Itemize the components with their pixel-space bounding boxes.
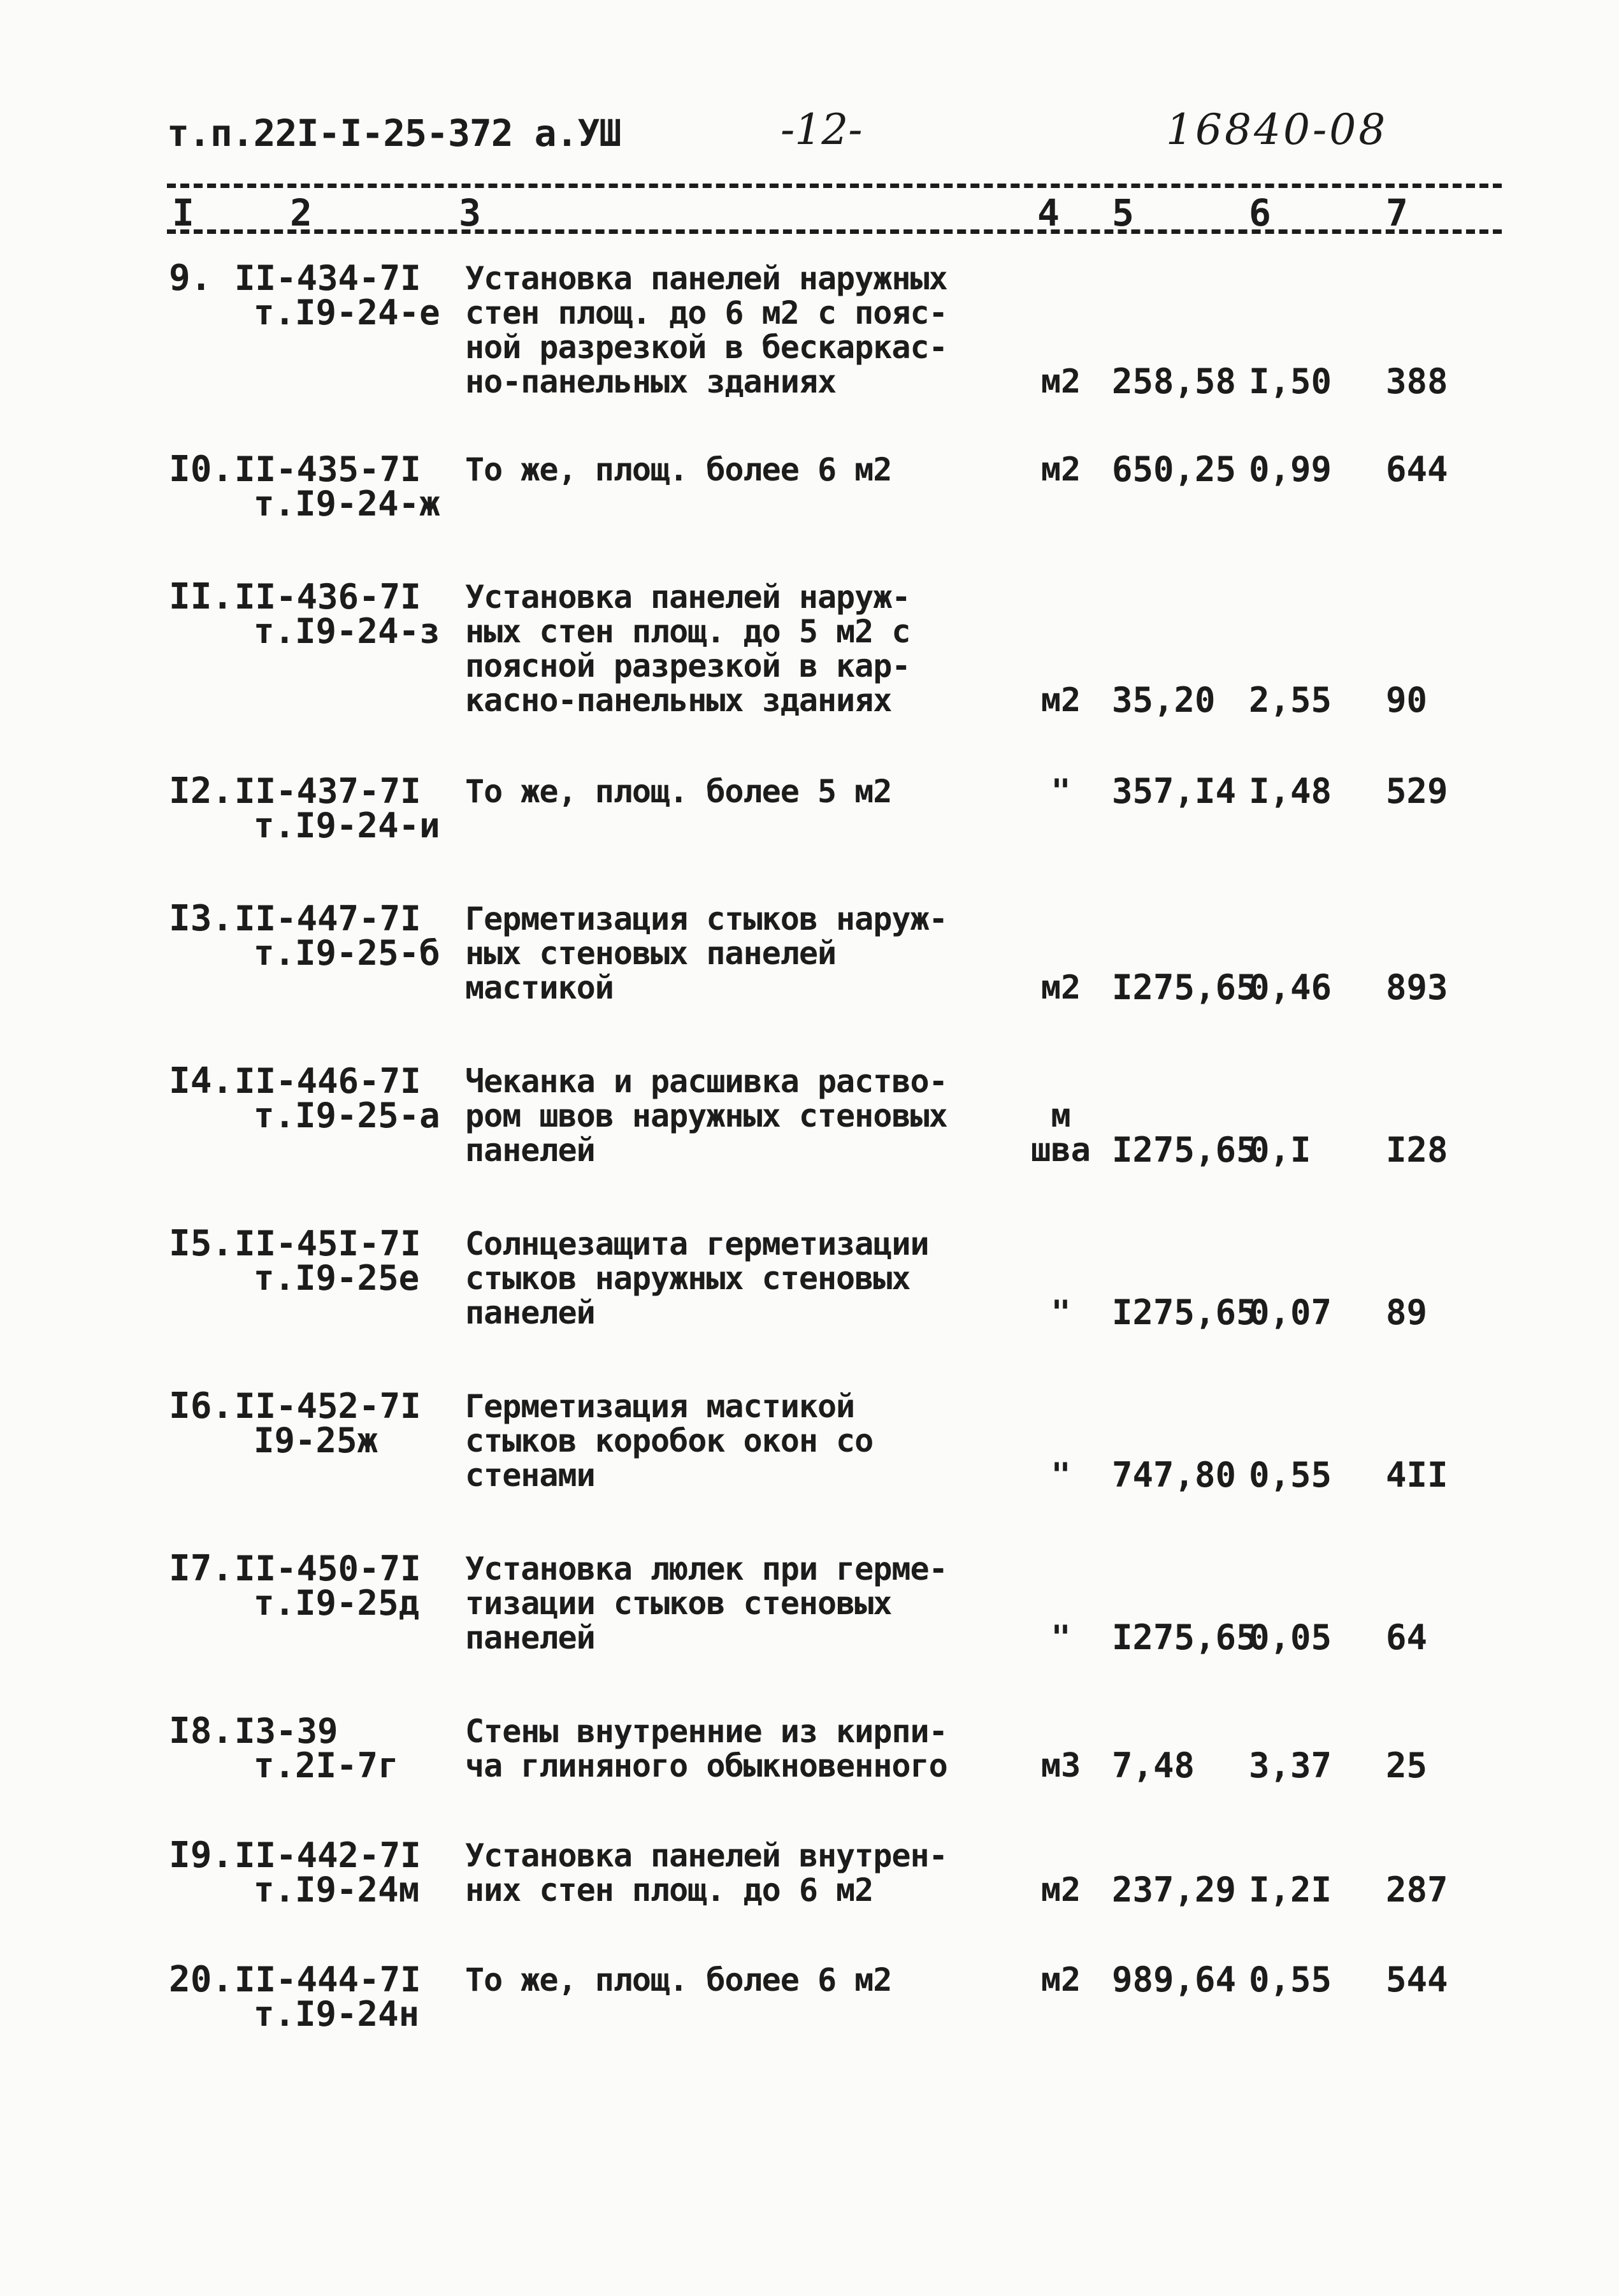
norm-code-line-1: II-446-7I bbox=[234, 1061, 421, 1101]
archive-number: 16840-08 bbox=[1166, 105, 1388, 154]
norm-code bbox=[234, 1061, 440, 1136]
norm-code-line-2: т.I9-24м bbox=[254, 1870, 420, 1910]
norm-code-line-1: II-452-7I bbox=[234, 1386, 421, 1426]
document-code: т.п.22I-I-25-372 а.УШ bbox=[167, 112, 621, 155]
description-line: панелей bbox=[465, 1294, 595, 1331]
description-line: Установка панелей наружных bbox=[465, 260, 947, 297]
quantity-value: 258,58 bbox=[1112, 361, 1237, 401]
work-description bbox=[465, 902, 1026, 1005]
quantity-value: 237,29 bbox=[1112, 1870, 1237, 1910]
unit-line: " bbox=[1051, 1294, 1071, 1332]
description-line: тизации стыков стеновых bbox=[465, 1585, 892, 1622]
norm-code bbox=[234, 258, 440, 333]
description-line: панелей bbox=[465, 1619, 595, 1656]
unit-of-measure bbox=[1026, 365, 1096, 399]
work-description bbox=[465, 1064, 1026, 1167]
description-line: стен площ. до 6 м2 с пояс- bbox=[465, 294, 947, 331]
row-number: 9. bbox=[169, 257, 212, 299]
row-number: I0. bbox=[169, 449, 234, 490]
rate-value: 0,07 bbox=[1249, 1292, 1332, 1332]
header-rule-top bbox=[167, 184, 1502, 188]
norm-code-line-2: т.I9-25е bbox=[254, 1258, 420, 1298]
description-line: Герметизация стыков наруж- bbox=[465, 900, 947, 937]
description-line: стыков коробок окон со bbox=[465, 1422, 874, 1459]
quantity-value: 357,I4 bbox=[1112, 771, 1237, 811]
description-line: Установка панелей наруж- bbox=[465, 579, 910, 616]
total-value: 64 bbox=[1386, 1617, 1428, 1657]
row-number: I6. bbox=[169, 1385, 234, 1427]
norm-code-line-2: т.I9-25д bbox=[254, 1583, 420, 1623]
unit-of-measure bbox=[1026, 683, 1096, 718]
norm-code bbox=[234, 899, 440, 973]
unit-line: м3 bbox=[1040, 1747, 1081, 1785]
norm-code bbox=[234, 577, 440, 651]
work-description bbox=[465, 774, 1026, 809]
quantity-value: 35,20 bbox=[1112, 680, 1216, 720]
column-header-4: 4 bbox=[1037, 191, 1060, 235]
quantity-value: I275,65 bbox=[1112, 1292, 1257, 1332]
description-line: Установка панелей внутрен- bbox=[465, 1837, 947, 1874]
description-line: поясной разрезкой в кар- bbox=[465, 647, 910, 684]
rate-value: I,48 bbox=[1249, 771, 1332, 811]
description-line: ча глиняного обыкновенного bbox=[465, 1747, 947, 1784]
description-line: стыков наружных стеновых bbox=[465, 1260, 910, 1297]
description-line: То же, площ. более 5 м2 bbox=[465, 773, 892, 810]
unit-of-measure bbox=[1026, 1749, 1096, 1783]
work-description bbox=[465, 1389, 1026, 1492]
norm-code-line-2: т.2I-7г bbox=[254, 1745, 399, 1786]
norm-code-line-2: т.I9-24-з bbox=[254, 611, 440, 651]
work-description bbox=[465, 452, 1026, 487]
row-number: I2. bbox=[169, 770, 234, 812]
total-value: 893 bbox=[1386, 967, 1448, 1007]
norm-code-line-2: т.I9-25-а bbox=[254, 1095, 440, 1136]
total-value: 644 bbox=[1386, 449, 1448, 489]
row-number: I4. bbox=[169, 1060, 234, 1102]
norm-code-line-2: т.I9-25-б bbox=[254, 933, 440, 973]
norm-code-line-1: II-437-7I bbox=[234, 771, 421, 811]
total-value: 287 bbox=[1386, 1870, 1448, 1910]
unit-line: м bbox=[1051, 1097, 1071, 1135]
description-line: Солнцезащита герметизации bbox=[465, 1225, 929, 1262]
rate-value: I,2I bbox=[1249, 1870, 1332, 1910]
total-value: 529 bbox=[1386, 771, 1448, 811]
work-description bbox=[465, 580, 1026, 718]
quantity-value: 989,64 bbox=[1112, 1960, 1237, 2000]
norm-code-line-1: II-436-7I bbox=[234, 577, 421, 617]
unit-line: " bbox=[1051, 1456, 1071, 1494]
row-number: 20. bbox=[169, 1959, 234, 2000]
quantity-value: I275,65 bbox=[1112, 1617, 1257, 1657]
column-header-1: I bbox=[172, 191, 194, 235]
norm-code-line-1: II-442-7I bbox=[234, 1835, 421, 1875]
rate-value: 0,55 bbox=[1249, 1960, 1332, 2000]
description-line: Чеканка и расшивка раство- bbox=[465, 1063, 947, 1100]
quantity-value: 650,25 bbox=[1112, 449, 1237, 489]
description-line: ных стен площ. до 5 м2 с bbox=[465, 613, 910, 650]
description-line: касно-панельных зданиях bbox=[465, 682, 892, 719]
norm-code bbox=[234, 771, 440, 846]
norm-code-line-1: II-45I-7I bbox=[234, 1224, 421, 1264]
unit-of-measure bbox=[1026, 1963, 1096, 1997]
norm-code-line-1: II-444-7I bbox=[234, 1960, 421, 2000]
total-value: 90 bbox=[1386, 680, 1428, 720]
norm-code bbox=[234, 1711, 399, 1786]
unit-line: шва bbox=[1031, 1131, 1091, 1169]
unit-of-measure bbox=[1026, 1458, 1096, 1492]
total-value: 25 bbox=[1386, 1745, 1428, 1786]
work-description bbox=[465, 1227, 1026, 1330]
total-value: 544 bbox=[1386, 1960, 1448, 2000]
description-line: Стены внутренние из кирпи- bbox=[465, 1713, 947, 1750]
norm-code-line-1: II-450-7I bbox=[234, 1549, 421, 1589]
norm-code-line-2: I9-25ж bbox=[254, 1420, 378, 1461]
norm-code-line-1: II-435-7I bbox=[234, 449, 421, 489]
description-line: стенами bbox=[465, 1457, 595, 1494]
work-description bbox=[465, 1714, 1026, 1783]
unit-of-measure bbox=[1026, 1873, 1096, 1907]
unit-of-measure bbox=[1026, 971, 1096, 1005]
rate-value: 3,37 bbox=[1249, 1745, 1332, 1786]
page-number: -12- bbox=[781, 105, 863, 154]
norm-code bbox=[234, 1835, 421, 1910]
norm-code-line-2: т.I9-24-и bbox=[254, 805, 440, 846]
work-description bbox=[465, 1552, 1026, 1655]
description-line: ром швов наружных стеновых bbox=[465, 1097, 947, 1134]
work-description bbox=[465, 1963, 1026, 1997]
norm-code bbox=[234, 1549, 421, 1623]
row-number: I9. bbox=[169, 1835, 234, 1876]
rate-value: 0,99 bbox=[1249, 449, 1332, 489]
column-header-6: 6 bbox=[1249, 191, 1271, 235]
column-header-2: 2 bbox=[290, 191, 312, 235]
description-line: мастикой bbox=[465, 969, 614, 1006]
unit-of-measure bbox=[1026, 452, 1096, 487]
column-header-7: 7 bbox=[1386, 191, 1408, 235]
norm-code-line-1: I3-39 bbox=[234, 1711, 338, 1751]
rate-value: 0,I bbox=[1249, 1130, 1311, 1170]
total-value: I28 bbox=[1386, 1130, 1448, 1170]
rate-value: 0,55 bbox=[1249, 1455, 1332, 1495]
description-line: То же, площ. более 6 м2 bbox=[465, 451, 892, 488]
unit-line: " bbox=[1051, 1619, 1071, 1657]
column-header-3: 3 bbox=[459, 191, 481, 235]
work-description bbox=[465, 261, 1026, 399]
row-number: I8. bbox=[169, 1710, 234, 1752]
row-number: I7. bbox=[169, 1548, 234, 1589]
unit-of-measure bbox=[1026, 1296, 1096, 1330]
description-line: Установка люлек при герме- bbox=[465, 1550, 947, 1587]
quantity-value: I275,65 bbox=[1112, 1130, 1257, 1170]
description-line: ных стеновых панелей bbox=[465, 935, 837, 972]
norm-code-line-1: II-434-7I bbox=[234, 258, 421, 298]
unit-line: м2 bbox=[1040, 363, 1081, 401]
rate-value: 2,55 bbox=[1249, 680, 1332, 720]
rate-value: 0,05 bbox=[1249, 1617, 1332, 1657]
total-value: 4II bbox=[1386, 1455, 1448, 1495]
unit-of-measure bbox=[1026, 1621, 1096, 1655]
description-line: них стен площ. до 6 м2 bbox=[465, 1872, 874, 1909]
description-line: панелей bbox=[465, 1132, 595, 1169]
unit-line: м2 bbox=[1040, 451, 1081, 489]
norm-code bbox=[234, 1960, 421, 2034]
description-line: но-панельных зданиях bbox=[465, 363, 837, 400]
norm-code bbox=[234, 1224, 421, 1298]
row-number: I5. bbox=[169, 1223, 234, 1264]
rate-value: 0,46 bbox=[1249, 967, 1332, 1007]
norm-code bbox=[234, 1386, 421, 1461]
quantity-value: I275,65 bbox=[1112, 967, 1257, 1007]
norm-code-line-2: т.I9-24н bbox=[254, 1994, 420, 2034]
quantity-value: 7,48 bbox=[1112, 1745, 1195, 1786]
column-header-5: 5 bbox=[1112, 191, 1134, 235]
rate-value: I,50 bbox=[1249, 361, 1332, 401]
description-line: ной разрезкой в бескаркас- bbox=[465, 329, 947, 366]
unit-of-measure bbox=[1026, 1099, 1096, 1167]
unit-line: м2 bbox=[1040, 1871, 1081, 1909]
description-line: То же, площ. более 6 м2 bbox=[465, 1961, 892, 1998]
norm-code-line-1: II-447-7I bbox=[234, 899, 421, 939]
norm-code bbox=[234, 449, 440, 524]
unit-line: " bbox=[1051, 772, 1071, 811]
norm-code-line-2: т.I9-24-е bbox=[254, 292, 440, 333]
unit-line: м2 bbox=[1040, 969, 1081, 1007]
norm-code-line-2: т.I9-24-ж bbox=[254, 484, 440, 524]
unit-line: м2 bbox=[1040, 681, 1081, 719]
header-rule-bottom bbox=[167, 229, 1502, 234]
unit-line: м2 bbox=[1040, 1961, 1081, 1999]
quantity-value: 747,80 bbox=[1112, 1455, 1237, 1495]
unit-of-measure bbox=[1026, 774, 1096, 809]
description-line: Герметизация мастикой bbox=[465, 1388, 855, 1425]
row-number: II. bbox=[169, 576, 234, 617]
row-number: I3. bbox=[169, 898, 234, 939]
work-description bbox=[465, 1838, 1026, 1907]
total-value: 388 bbox=[1386, 361, 1448, 401]
total-value: 89 bbox=[1386, 1292, 1428, 1332]
